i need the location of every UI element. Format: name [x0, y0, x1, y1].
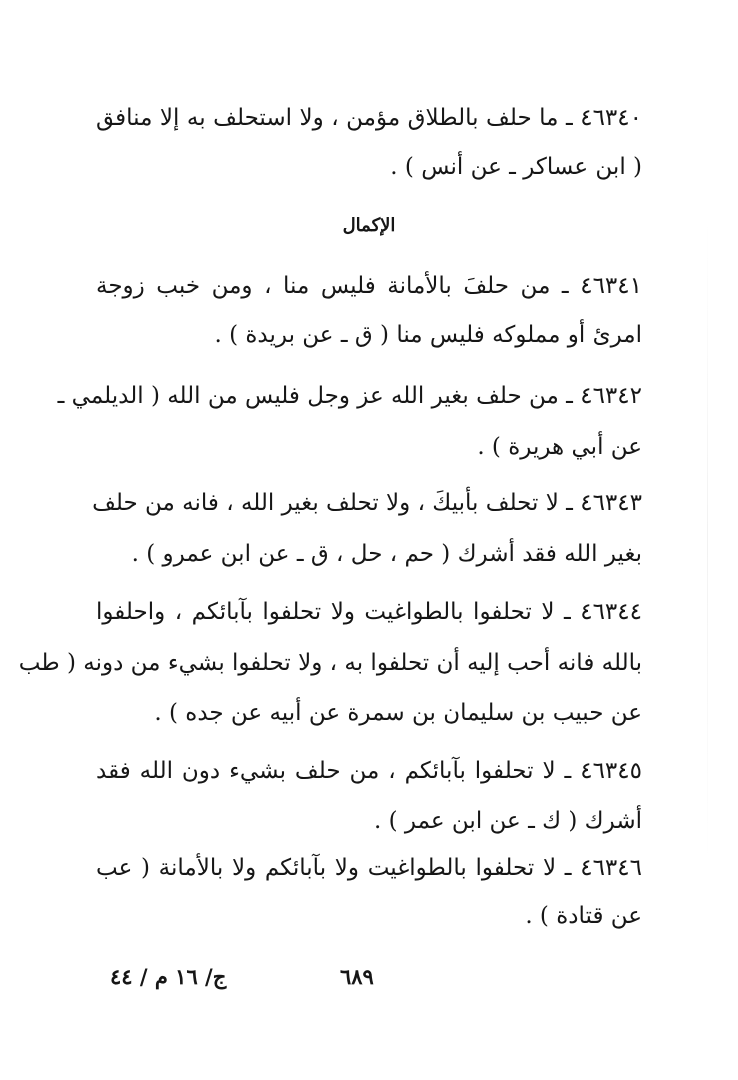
hadith-46344-line-1: ٤٦٣٤٤ ـ لا تحلفوا بالطواغيت ولا تحلفوا بآبائكم ، واحلفوا [96, 599, 642, 625]
hadith-46344-line-2: بالله فانه أحب إليه أن تحلفوا به ، ولا تحلفوا بشيء من دونه ( طب [18, 650, 642, 676]
volume-reference: ج/ ١٦ م / ٤٤ [110, 964, 227, 989]
section-heading: الإكمال [342, 215, 396, 236]
page-edge-shadow [707, 220, 708, 860]
hadith-46341-line-1: ٤٦٣٤١ ـ من حلفَ بالأمانة فليس منا ، ومن خبب زوجة [96, 273, 642, 299]
hadith-46341-line-2: امرئ أو مملوكه فليس منا ( ق ـ عن بريدة ) . [214, 322, 642, 348]
hadith-46343-line-1: ٤٦٣٤٣ ـ لا تحلف بأبيكَ ، ولا تحلف بغير الله ، فانه من حلف [92, 490, 642, 516]
hadith-46346-line-1: ٤٦٣٤٦ ـ لا تحلفوا بالطواغيت ولا بآبائكم ولا بالأمانة ( عب [96, 855, 642, 881]
hadith-46345-line-1: ٤٦٣٤٥ ـ لا تحلفوا بآبائكم ، من حلف بشيء دون الله فقد [96, 758, 642, 784]
hadith-46340-line-2: ( ابن عساكر ـ عن أنس ) . [390, 154, 642, 180]
hadith-46342-line-1: ٤٦٣٤٢ ـ من حلف بغير الله عز وجل فليس من الله ( الديلمي ـ [57, 383, 642, 409]
hadith-46346-line-2: عن قتادة ) . [525, 903, 642, 929]
hadith-46343-line-2: بغير الله فقد أشرك ( حم ، حل ، ق ـ عن ابن عمرو ) . [131, 541, 642, 567]
hadith-46342-line-2: عن أبي هريرة ) . [477, 434, 642, 460]
page-number: ٦٨٩ [340, 964, 374, 989]
hadith-46340-line-1: ٤٦٣٤٠ ـ ما حلف بالطلاق مؤمن ، ولا استحلف به إلا منافق [96, 105, 642, 131]
hadith-46344-line-3: عن حبيب بن سليمان بن سمرة عن أبيه عن جده ) . [154, 700, 642, 726]
hadith-46345-line-2: أشرك ( ك ـ عن ابن عمر ) . [374, 808, 642, 834]
